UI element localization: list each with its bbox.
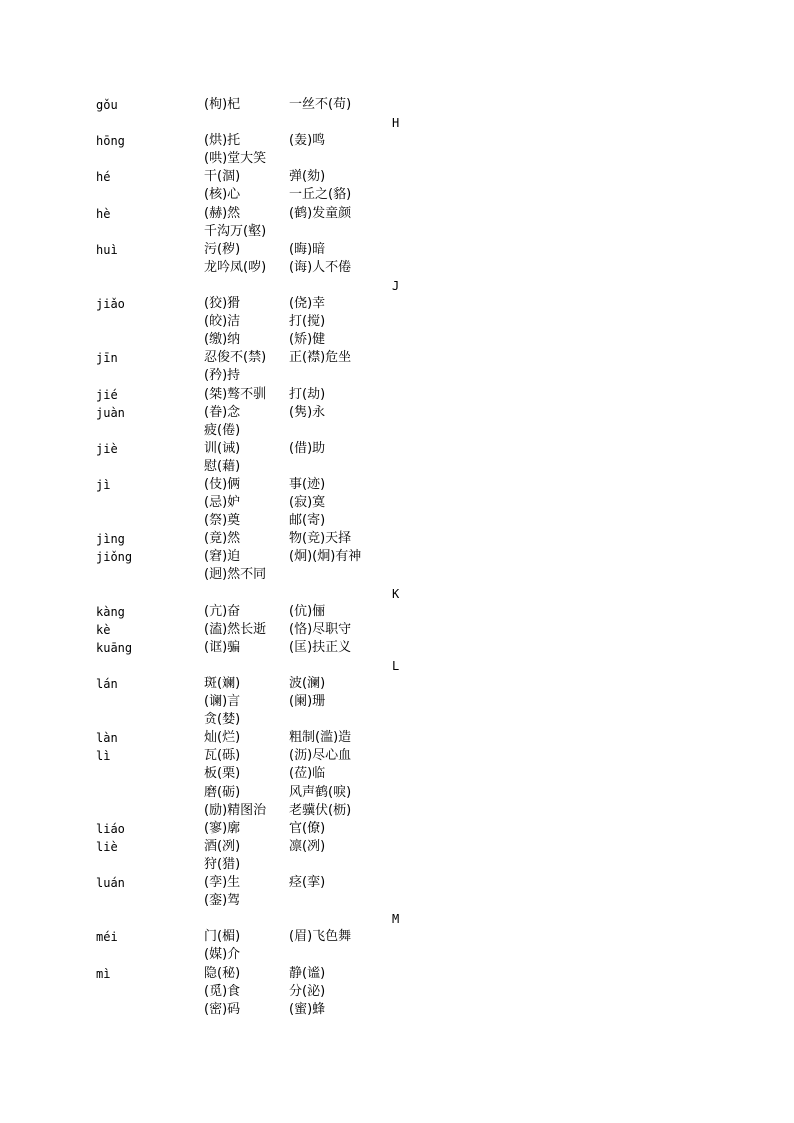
word-cell-2: 正(襟)危坐 <box>289 350 352 366</box>
word-cell-2: 物(竞)天择 <box>289 531 352 547</box>
pinyin-cell: jiǎo <box>96 297 125 312</box>
entry-row <box>0 747 794 765</box>
word-cell-2: 分(泌) <box>289 983 326 999</box>
entry-row <box>0 802 794 820</box>
word-cell-1: 瓦(砾) <box>204 748 241 764</box>
word-cell-1: 千沟万(壑) <box>204 223 267 239</box>
pinyin-cell: lì <box>96 749 111 764</box>
word-cell-1: (狡)猾 <box>204 296 241 312</box>
pinyin-cell: hé <box>96 170 111 185</box>
section-letter: H <box>392 116 400 131</box>
word-cell-1: (诓)骗 <box>204 639 241 655</box>
entry-row <box>0 349 794 367</box>
word-cell-1: 斑(斓) <box>204 676 241 691</box>
entry-row <box>0 512 794 530</box>
pinyin-cell: huì <box>96 242 118 257</box>
word-cell-1: 狩(猎) <box>204 856 241 872</box>
entry-row <box>0 404 794 422</box>
word-cell-2: (矫)健 <box>289 332 326 348</box>
section-letter: L <box>392 658 400 673</box>
word-cell-1: (孪)生 <box>204 875 241 891</box>
word-cell-2: 凛(冽) <box>289 838 326 854</box>
pinyin-cell: jì <box>96 477 111 492</box>
word-cell-1: (寥)廓 <box>204 820 241 836</box>
entry-row <box>0 1001 794 1019</box>
word-cell-1: (祭)奠 <box>204 513 241 529</box>
word-cell-1: (竟)然 <box>204 531 241 547</box>
word-cell-1: (亢)奋 <box>204 603 241 619</box>
word-cell-1: 贪(婪) <box>204 712 241 728</box>
word-cell-2: 粗制(滥)造 <box>289 730 352 746</box>
entry-row <box>0 892 794 910</box>
entry-row <box>0 331 794 349</box>
word-cell-2: (轰)鸣 <box>289 133 326 149</box>
word-cell-2: 打(搅) <box>289 314 326 330</box>
word-cell-2: (眉)飞色舞 <box>289 929 352 945</box>
word-cell-1: 磨(砺) <box>204 784 241 800</box>
word-cell-1: 门(楣) <box>204 929 241 945</box>
entry-row <box>0 313 794 331</box>
word-cell-2: (诲)人不倦 <box>289 259 352 275</box>
entry-row <box>0 295 794 313</box>
word-cell-1: (哄)堂大笑 <box>204 151 267 167</box>
word-cell-1: (迥)然不同 <box>204 567 267 583</box>
pinyin-cell: méi <box>96 930 118 945</box>
entry-row <box>0 132 794 150</box>
entry-row <box>0 367 794 385</box>
section-letter-row <box>0 585 794 603</box>
word-cell-2: 邮(寄) <box>289 513 326 529</box>
pinyin-cell: hè <box>96 206 111 221</box>
word-cell-2: 一丝不(苟) <box>289 97 352 112</box>
word-cell-2: 官(僚) <box>289 820 326 836</box>
word-cell-1: (溘)然长逝 <box>204 621 267 637</box>
word-cell-2: (蜜)蜂 <box>289 1001 326 1017</box>
pinyin-cell: liè <box>96 839 118 854</box>
entry-row <box>0 548 794 566</box>
word-cell-1: (媒)介 <box>204 947 241 963</box>
section-letter-row <box>0 277 794 295</box>
entry-row <box>0 946 794 964</box>
entry-row <box>0 150 794 168</box>
entry-row <box>0 856 794 874</box>
word-cell-1: 疲(倦) <box>204 422 241 438</box>
pinyin-cell: mì <box>96 966 111 981</box>
word-cell-1: (烘)托 <box>204 133 241 149</box>
pinyin-cell: kè <box>96 622 111 637</box>
entry-row <box>0 205 794 223</box>
word-cell-2: 风声鹤(唳) <box>289 784 352 800</box>
entry-row <box>0 96 794 114</box>
entry-row <box>0 223 794 241</box>
word-cell-1: 污(秽) <box>204 241 241 257</box>
entry-row <box>0 621 794 639</box>
entry-row <box>0 494 794 512</box>
entry-row <box>0 874 794 892</box>
word-cell-1: (皎)洁 <box>204 314 241 330</box>
pinyin-cell: liáo <box>96 821 125 836</box>
entry-row <box>0 440 794 458</box>
word-cell-2: (侥)幸 <box>289 296 326 312</box>
word-cell-2: 痉(挛) <box>289 875 326 891</box>
word-cell-2: (鹤)发童颜 <box>289 205 352 221</box>
word-cell-2: (沥)尽心血 <box>289 748 352 764</box>
entry-row <box>0 820 794 838</box>
word-cell-2: 事(迹) <box>289 476 326 492</box>
word-cell-1: (忌)妒 <box>204 495 241 511</box>
word-cell-2: (借)助 <box>289 440 326 456</box>
entry-row <box>0 838 794 856</box>
word-cell-2: (匡)扶正义 <box>289 639 352 655</box>
word-cell-1: (核)心 <box>204 187 241 203</box>
word-cell-2: (莅)临 <box>289 766 326 782</box>
entry-row <box>0 965 794 983</box>
entry-row <box>0 458 794 476</box>
word-cell-1: (眷)念 <box>204 404 241 420</box>
entry-row <box>0 386 794 404</box>
entry-row <box>0 675 794 693</box>
pinyin-cell: jìng <box>96 532 125 547</box>
word-cell-1: 训(诫) <box>204 440 241 456</box>
word-cell-2: 静(谧) <box>289 965 326 981</box>
word-cell-2: (寂)寞 <box>289 495 326 511</box>
word-cell-1: 慰(藉) <box>204 458 241 474</box>
entry-row <box>0 784 794 802</box>
section-letter-row <box>0 910 794 928</box>
word-cell-1: 忍俊不(禁) <box>204 350 267 366</box>
word-cell-1: (桀)骜不驯 <box>204 386 267 402</box>
section-letter-row <box>0 114 794 132</box>
entry-row <box>0 693 794 711</box>
word-cell-1: (励)精图治 <box>204 802 267 818</box>
pinyin-cell: kuāng <box>96 640 133 655</box>
word-cell-1: 龙吟凤(哕) <box>204 259 267 275</box>
entry-row <box>0 530 794 548</box>
word-cell-2: 波(澜) <box>289 676 326 691</box>
word-cell-1: (窘)迫 <box>204 549 241 565</box>
pinyin-cell: jié <box>96 387 118 402</box>
entry-row <box>0 928 794 946</box>
pinyin-cell: jiè <box>96 441 118 456</box>
word-cell-1: (銮)驾 <box>204 893 241 909</box>
entry-row <box>0 476 794 494</box>
word-cell-2: (晦)暗 <box>289 241 326 257</box>
word-cell-1: (密)码 <box>204 1001 241 1017</box>
word-cell-1: 干(涸) <box>204 169 241 185</box>
word-cell-2: 一丘之(貉) <box>289 187 352 203</box>
entry-row <box>0 983 794 1001</box>
section-letter: M <box>392 912 400 927</box>
pinyin-cell: gǒu <box>96 98 118 112</box>
entry-row <box>0 241 794 259</box>
word-cell-1: (缴)纳 <box>204 332 241 348</box>
word-cell-2: 打(劫) <box>289 386 326 402</box>
section-letter: K <box>392 586 400 601</box>
word-cell-1: 板(栗) <box>204 766 241 782</box>
entry-row <box>0 639 794 657</box>
section-letter-row <box>0 657 794 675</box>
pinyin-cell: hōng <box>96 134 125 149</box>
word-cell-1: (枸)杞 <box>204 97 241 112</box>
entry-row <box>0 765 794 783</box>
word-cell-2: 弹(劾) <box>289 169 326 185</box>
word-cell-2: (阑)珊 <box>289 694 326 710</box>
word-cell-1: (伎)俩 <box>204 476 241 492</box>
pinyin-cell: jiǒng <box>96 550 133 565</box>
pinyin-cell: làn <box>96 731 118 746</box>
word-cell-1: 酒(冽) <box>204 838 241 854</box>
word-cell-1: (矜)持 <box>204 368 241 384</box>
section-letter: J <box>392 278 400 293</box>
word-cell-2: (恪)尽职守 <box>289 621 352 637</box>
word-cell-1: (觅)食 <box>204 983 241 999</box>
word-cell-2: (伉)俪 <box>289 603 326 619</box>
entry-row <box>0 186 794 204</box>
word-cell-1: (赫)然 <box>204 205 241 221</box>
entry-row <box>0 259 794 277</box>
entry-row <box>0 603 794 621</box>
pinyin-cell: luán <box>96 876 125 891</box>
word-list-sheet <box>0 96 794 1019</box>
word-cell-1: 隐(秘) <box>204 965 241 981</box>
entry-row <box>0 566 794 584</box>
entry-row <box>0 168 794 186</box>
pinyin-cell: kàng <box>96 604 125 619</box>
pinyin-cell: jīn <box>96 351 118 366</box>
entry-row <box>0 422 794 440</box>
entry-row <box>0 729 794 747</box>
pinyin-cell: lán <box>96 677 118 691</box>
word-cell-2: (隽)永 <box>289 404 326 420</box>
word-cell-1: 灿(烂) <box>204 730 241 746</box>
pinyin-cell: juàn <box>96 405 125 420</box>
word-cell-2: (炯)(炯)有神 <box>289 549 362 565</box>
word-cell-1: (谰)言 <box>204 694 241 710</box>
word-cell-2: 老骥伏(枥) <box>289 802 352 818</box>
entry-row <box>0 711 794 729</box>
